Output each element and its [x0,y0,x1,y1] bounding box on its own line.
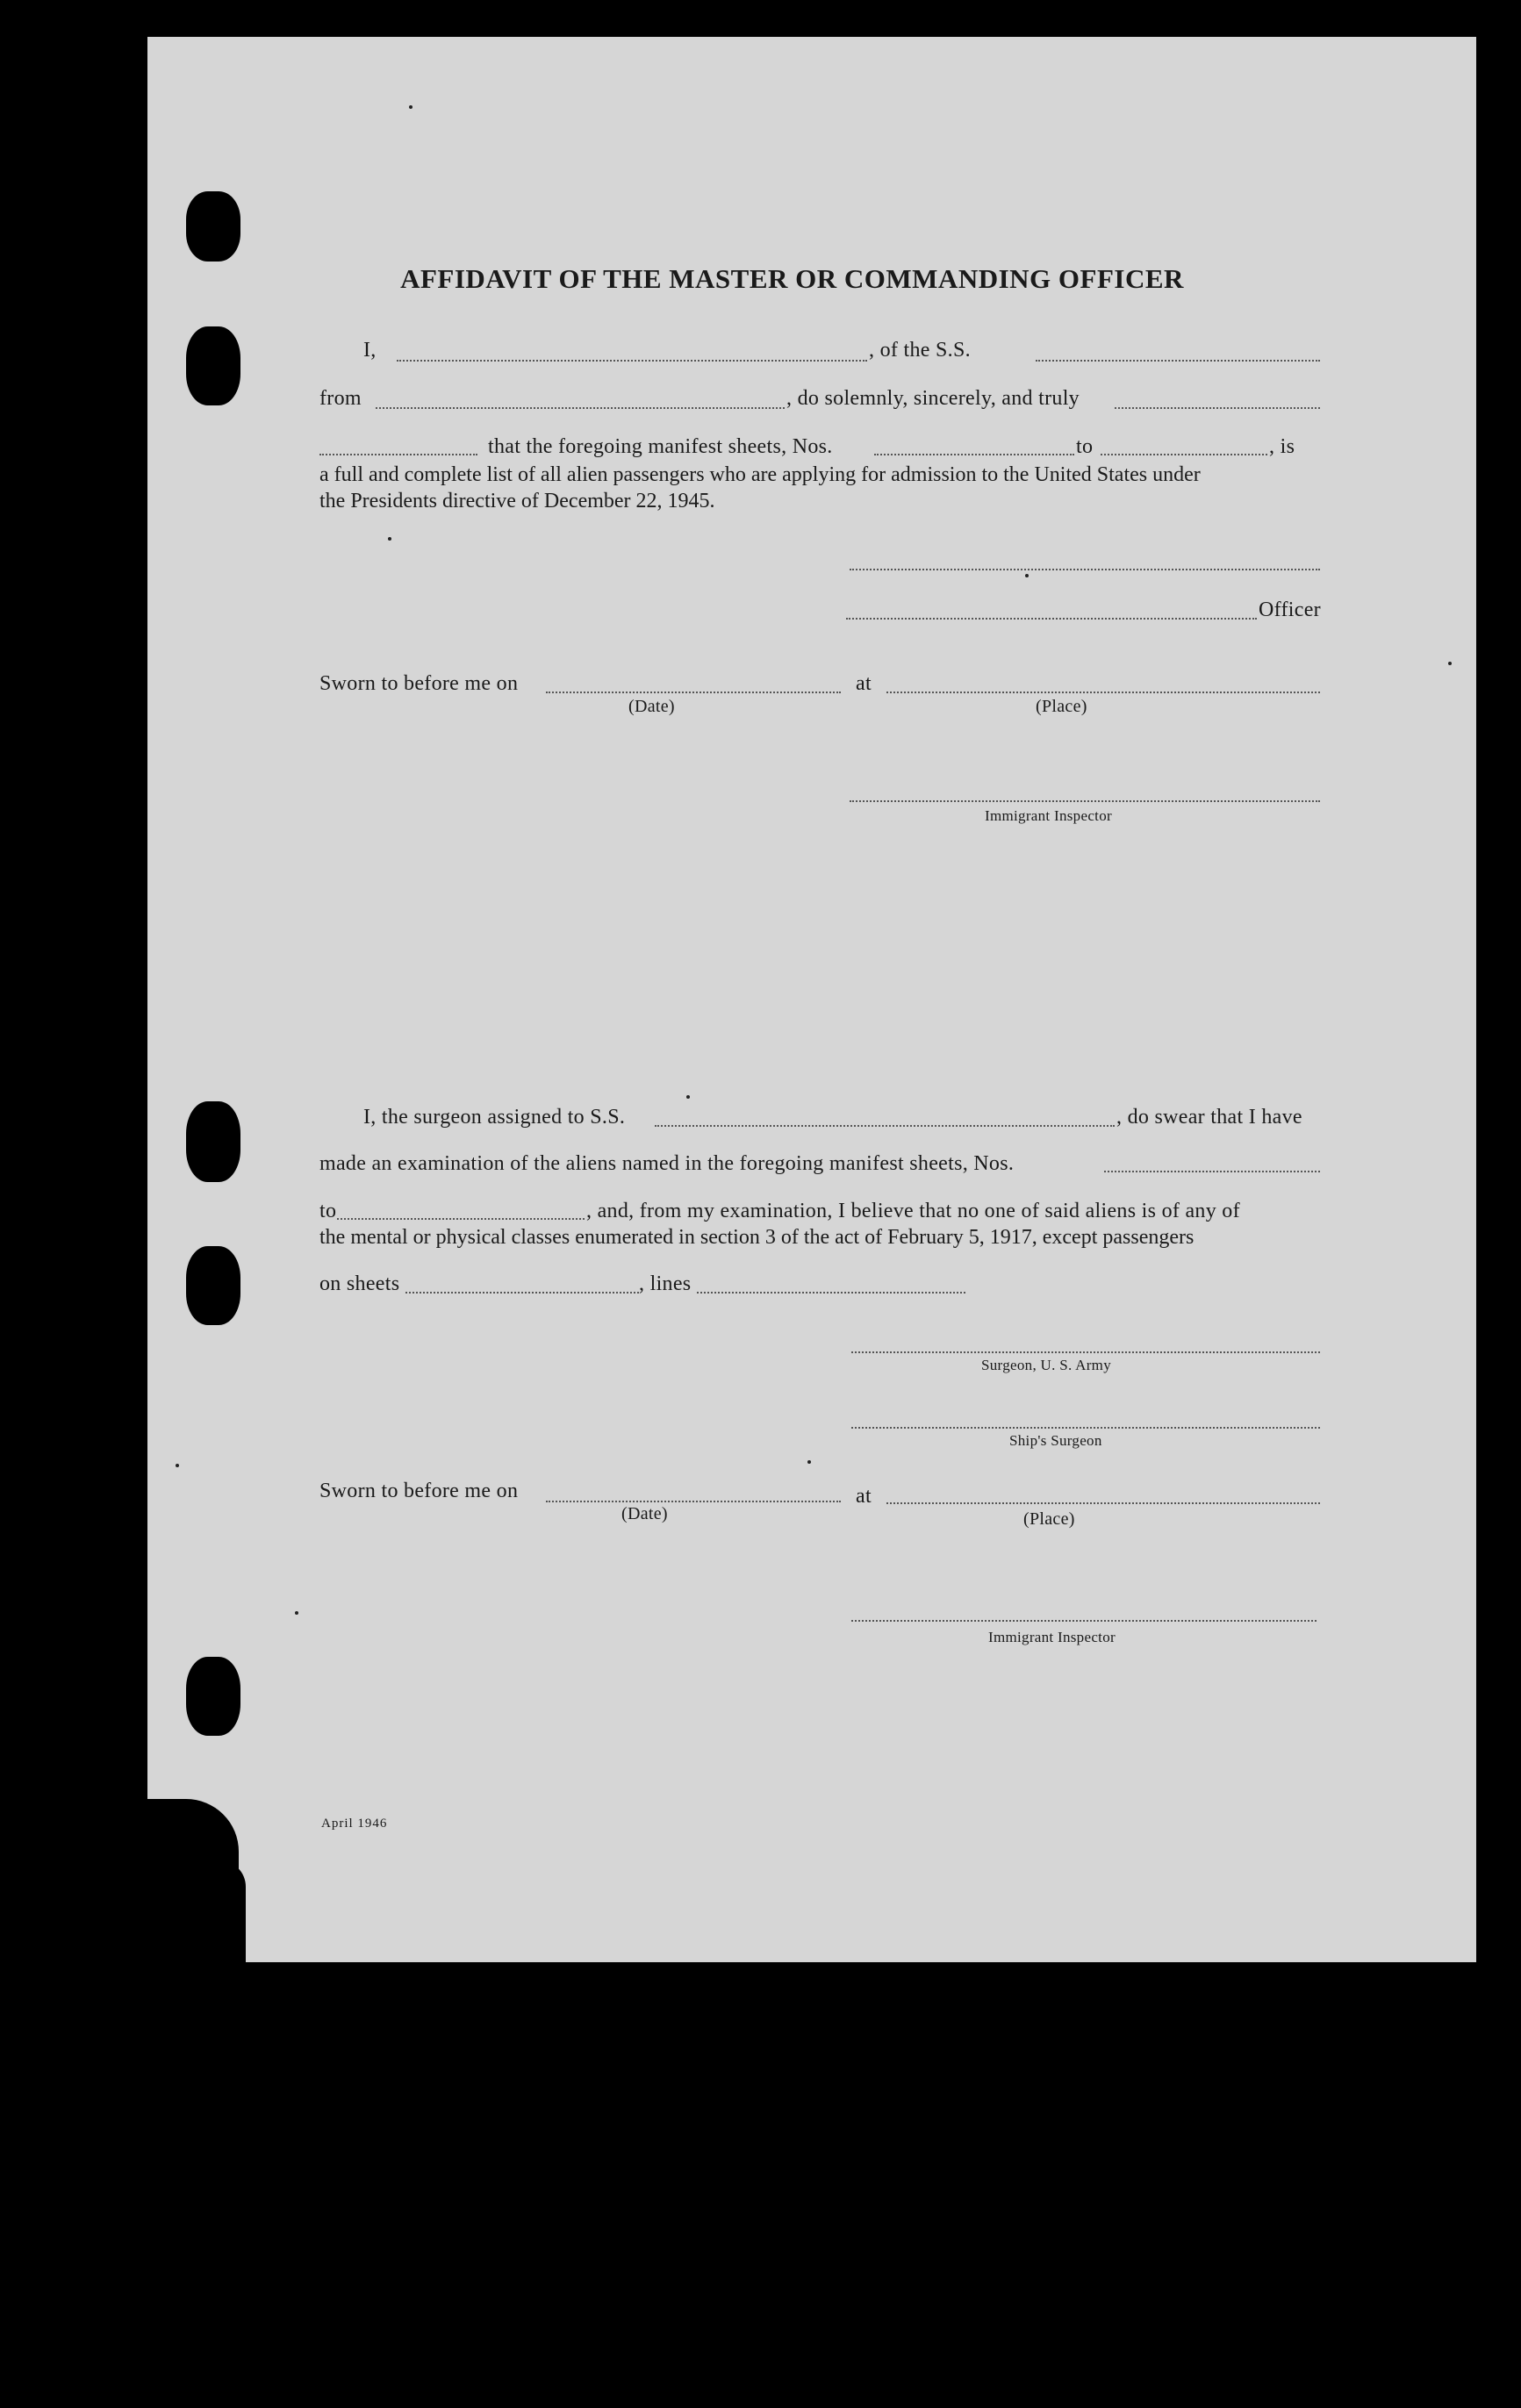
surgeon-statement-line: the mental or physical classes enumerated in section 3 of the act of February 5, 1917, except passengers [319,1226,1195,1249]
inspector-caption: Immigrant Inspector [985,807,1112,824]
except-sheets-field[interactable] [405,1292,639,1294]
surgeon-sworn-date-field[interactable] [546,1501,841,1502]
sworn-label: Sworn to before me on [319,672,519,695]
belief-label: , and, from my examination, I believe that no one of said aliens is of any of [586,1200,1240,1222]
at-label: at [856,672,872,695]
scan-speck [807,1460,811,1464]
manifest-sheets-label: that the foregoing manifest sheets, Nos. [488,435,833,458]
punch-hole [186,1657,240,1736]
on-sheets-label: on sheets [319,1272,400,1295]
sheets-to-field[interactable] [1101,454,1267,455]
master-statement-line: a full and complete list of all alien passengers who are applying for admission to the United States under [319,463,1201,486]
place-caption: (Place) [1036,697,1087,716]
surgeon-inspector-signature-field[interactable] [851,1620,1317,1622]
scan-speck [1448,662,1452,665]
form-sheet [147,37,1476,1962]
scan-speck [686,1095,690,1099]
ship-surgeon-caption: Ship's Surgeon [1009,1432,1102,1449]
to-label: to [1076,435,1094,458]
sheets-from-field[interactable] [874,454,1074,455]
at-label: at [856,1485,872,1508]
surgeon-sheets-from-field[interactable] [1104,1171,1320,1172]
army-surgeon-signature-field[interactable] [851,1351,1320,1353]
scan-speck [409,105,413,109]
inspector-caption: Immigrant Inspector [988,1629,1116,1645]
from-label: from [319,387,362,410]
punch-hole [186,326,240,405]
form-title: AFFIDAVIT OF THE MASTER OR COMMANDING OFFICER [400,263,1184,294]
punch-hole [186,1101,240,1182]
solemnly-label: , do solemnly, sincerely, and truly [786,387,1080,410]
do-swear-label: , do swear that I have [1116,1106,1302,1129]
scan-speck [1025,574,1029,577]
from-port-field[interactable] [376,407,785,409]
master-statement-line: the Presidents directive of December 22, 1945. [319,490,715,512]
ship-surgeon-signature-field[interactable] [851,1427,1320,1429]
master-signature-field[interactable] [850,569,1320,570]
inspector-signature-field[interactable] [850,800,1320,802]
to-label: to [319,1200,337,1222]
lines-label: , lines [639,1272,692,1295]
torn-corner [202,1860,246,1966]
declaration-field[interactable] [1115,407,1320,409]
officer-signature-field[interactable] [846,618,1257,620]
officer-label: Officer [1259,598,1321,621]
surgeon-sheets-to-field[interactable] [337,1218,585,1220]
surgeon-ship-field[interactable] [655,1125,1115,1127]
master-name-field[interactable] [397,360,867,362]
sworn-place-field[interactable] [886,692,1320,693]
date-caption: (Date) [621,1504,668,1523]
date-caption: (Date) [628,697,675,716]
examination-label: made an examination of the aliens named in the foregoing manifest sheets, Nos. [319,1152,1015,1175]
surgeon-sworn-place-field[interactable] [886,1502,1320,1504]
surgeon-intro-label: I, the surgeon assigned to S.S. [363,1106,626,1129]
scan-speck [176,1464,179,1467]
ship-name-field[interactable] [1036,360,1320,362]
of-the-ss-label: , of the S.S. [869,339,971,362]
except-lines-field[interactable] [697,1292,965,1294]
place-caption: (Place) [1023,1509,1075,1529]
sworn-label: Sworn to before me on [319,1480,519,1502]
scan-speck [388,537,391,541]
army-surgeon-caption: Surgeon, U. S. Army [981,1357,1112,1373]
declaration-continued-field[interactable] [319,454,477,455]
is-label: , is [1269,435,1295,458]
scan-speck [295,1611,298,1615]
sworn-date-field[interactable] [546,692,841,693]
pronoun-i: I, [363,339,377,362]
form-date: April 1946 [321,1817,388,1831]
punch-hole [186,191,240,262]
punch-hole [186,1246,240,1325]
